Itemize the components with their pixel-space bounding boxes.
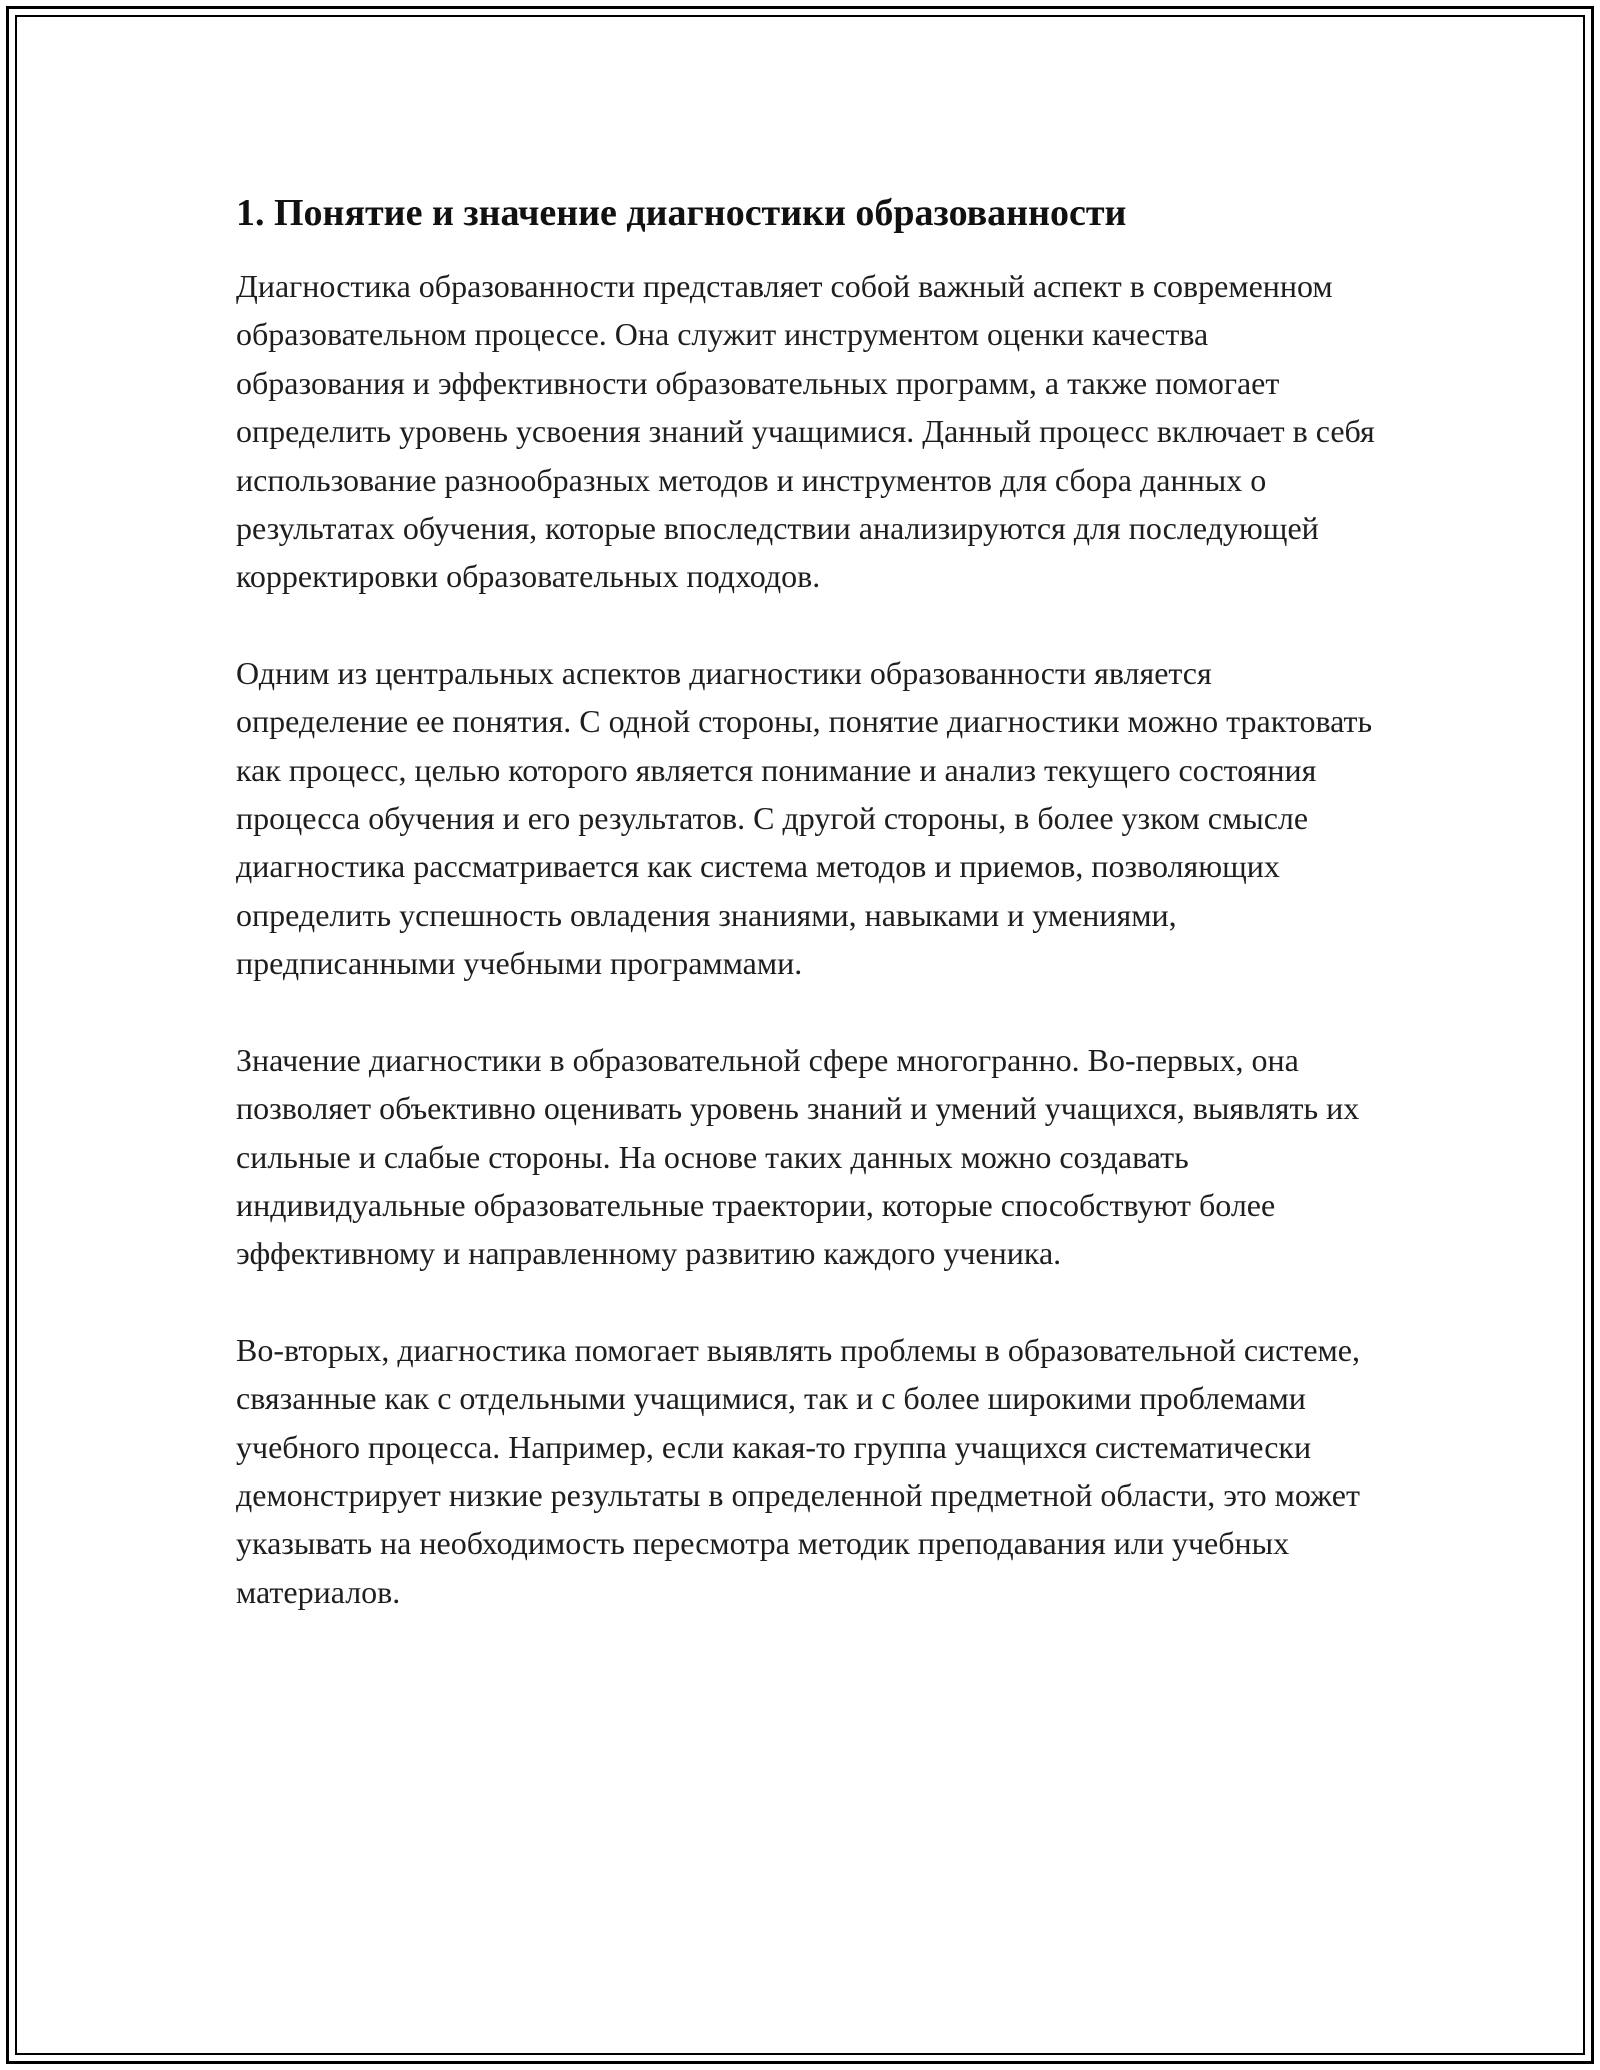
paragraph-problems: Во-вторых, диагностика помогает выявлять проблемы в образовательной системе, связанные как с отдельными учащимися, так и с более широкими проблемами учебного процесса. Например, если какая-то группа учащихся систематически демонстрирует низкие результаты в определенной предметной области, это может указывать на необходимость пересмотра методик преподавания или учебных материалов. [236,1331,1360,1610]
paragraph-definition: Диагностика образованности представляет собой важный аспект в современном образовательном процессе. Она служит инструментом оценки качества образования и эффективности образовательных программ, а также помогает определить уровень усвоения знаний учащимися. Данный процесс включает в себя использование разнообразных методов и инструментов для сбора данных о результатах обучения, которые впоследствии анализируются для последующей корректировки образовательных подходов. [236,268,1375,595]
paragraph-concept: Одним из центральных аспектов диагностики образованности является определение ее понятия. С одной стороны, понятие диагностики можно трактовать как процесс, целью которого является понимание и анализ текущего состояния процесса обучения и его результатов. С другой стороны, в более узком смысле диагностика рассматривается как система методов и приемов, позволяющих определить успешность овладения знаниями, навыками и умениями, предписанными учебными программами. [236,654,1373,982]
document-body [236,184,1376,1664]
section-heading: 1. Понятие и значение диагностики образованности [236,192,1127,234]
paragraph-significance: Значение диагностики в образовательной сфере многогранно. Во-первых, она позволяет объективно оценивать уровень знаний и умений учащихся, выявлять их сильные и слабые стороны. На основе таких данных можно создавать индивидуальные образовательные траектории, которые способствуют более эффективному и направленному развитию каждого ученика. [236,1041,1360,1272]
